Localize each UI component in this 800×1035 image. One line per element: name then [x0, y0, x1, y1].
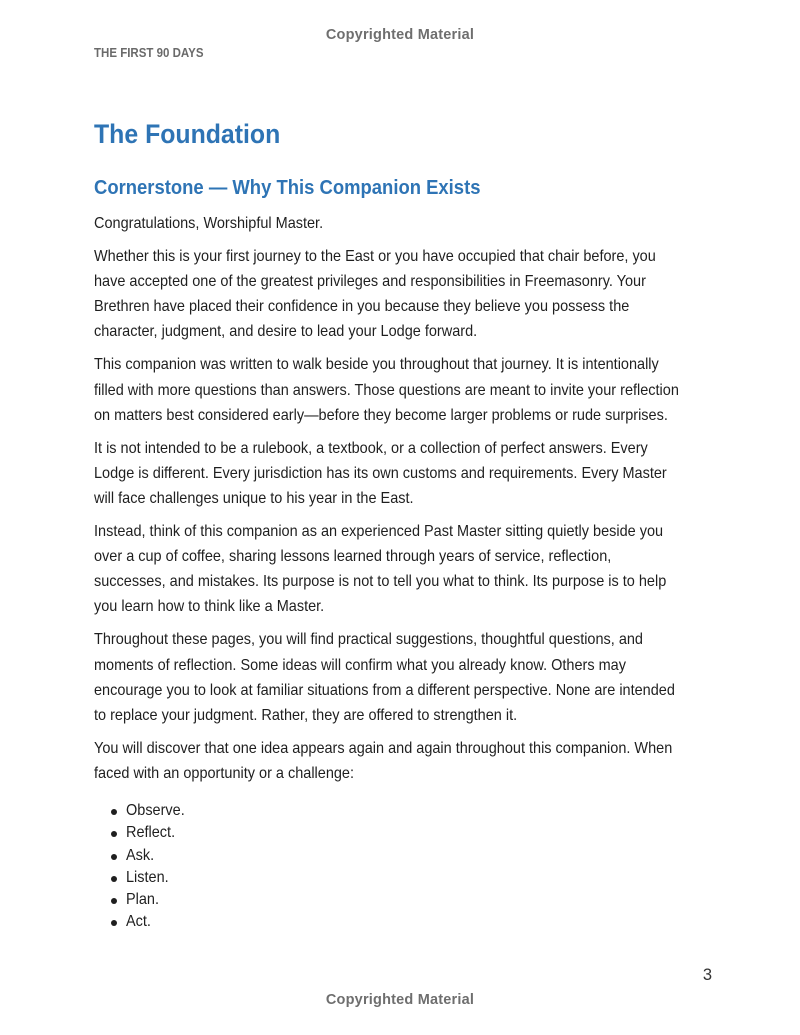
- paragraph-line: will face challenges unique to his year in the East.: [94, 489, 414, 507]
- paragraph: [94, 627, 706, 727]
- paragraph-line: This companion was written to walk beside you throughout that journey. It is intentionally: [94, 356, 659, 374]
- paragraph-line: It is not intended to be a rulebook, a textbook, or a collection of perfect answers. Every: [94, 439, 648, 457]
- paragraph-line: You will discover that one idea appears again and again throughout this companion. When: [94, 739, 673, 757]
- list-item: [94, 911, 706, 933]
- list-item-text: Reflect.: [126, 824, 176, 842]
- paragraph-line: over a cup of coffee, sharing lessons learned through years of service, reflection,: [94, 548, 612, 566]
- bullet-list: [94, 800, 706, 934]
- bullet-dot-icon: [111, 876, 117, 882]
- list-item-text: Listen.: [126, 868, 169, 886]
- list-item-text: Ask.: [126, 846, 155, 864]
- bullet-dot-icon: [111, 831, 117, 837]
- paragraph-line: faced with an opportunity or a challenge:: [94, 764, 355, 782]
- list-item: [94, 867, 706, 889]
- bullet-dot-icon: [111, 920, 117, 926]
- list-item: [94, 845, 706, 867]
- list-item-text: Act.: [126, 913, 151, 931]
- list-item: [94, 822, 706, 844]
- paragraph-line: filled with more questions than answers. Those questions are meant to invite your reflection: [94, 381, 679, 399]
- list-item: [94, 889, 706, 911]
- paragraph-line: you learn how to think like a Master.: [94, 598, 325, 616]
- paragraph-line: Throughout these pages, you will find practical suggestions, thoughtful questions, and: [94, 631, 643, 649]
- paragraph-line: to replace your judgment. Rather, they are offered to strengthen it.: [94, 706, 518, 724]
- paragraph-line: character, judgment, and desire to lead your Lodge forward.: [94, 323, 478, 341]
- paragraph-line: moments of reflection. Some ideas will confirm what you already know. Others may: [94, 656, 626, 674]
- paragraph-line: Instead, think of this companion as an experienced Past Master sitting quietly beside you: [94, 523, 664, 541]
- watermark-bottom: Copyrighted Material: [325, 992, 475, 1008]
- paragraph-line: Congratulations, Worshipful Master.: [94, 215, 324, 232]
- paragraph-line: successes, and mistakes. Its purpose is not to tell you what to think. Its purpose is to help: [94, 573, 667, 591]
- paragraph-line: Brethren have placed their confidence in you because they believe you possess the: [94, 298, 630, 316]
- paragraph-line: Lodge is different. Every jurisdiction has its own customs and requirements. Every Master: [94, 464, 667, 482]
- paragraph: [94, 244, 706, 344]
- page-content: [94, 114, 706, 934]
- paragraph: [94, 519, 706, 619]
- running-head: THE FIRST 90 DAYS: [94, 46, 204, 60]
- paragraph-line: Whether this is your first journey to the East or you have occupied that chair before, you: [94, 248, 656, 266]
- list-item-text: Observe.: [126, 801, 185, 819]
- paragraph-line: on matters best considered early—before they become larger problems or rude surprises.: [94, 406, 668, 424]
- page-number: 3: [702, 966, 712, 984]
- paragraph-line: have accepted one of the greatest privileges and responsibilities in Freemasonry. Your: [94, 273, 646, 291]
- section-title: Cornerstone — Why This Companion Exists: [94, 176, 481, 199]
- bullet-dot-icon: [111, 809, 117, 815]
- bullet-dot-icon: [111, 898, 117, 904]
- paragraph: [94, 211, 706, 236]
- list-item-text: Plan.: [126, 891, 160, 909]
- paragraph-line: encourage you to look at familiar situations from a different perspective. None are intended: [94, 681, 675, 699]
- body-text: [94, 211, 706, 786]
- paragraph: [94, 436, 706, 511]
- paragraph: [94, 352, 706, 427]
- list-item: [94, 800, 706, 822]
- paragraph: [94, 736, 706, 786]
- watermark-top: Copyrighted Material: [325, 27, 475, 43]
- chapter-title: The Foundation: [94, 119, 281, 149]
- bullet-dot-icon: [111, 854, 117, 860]
